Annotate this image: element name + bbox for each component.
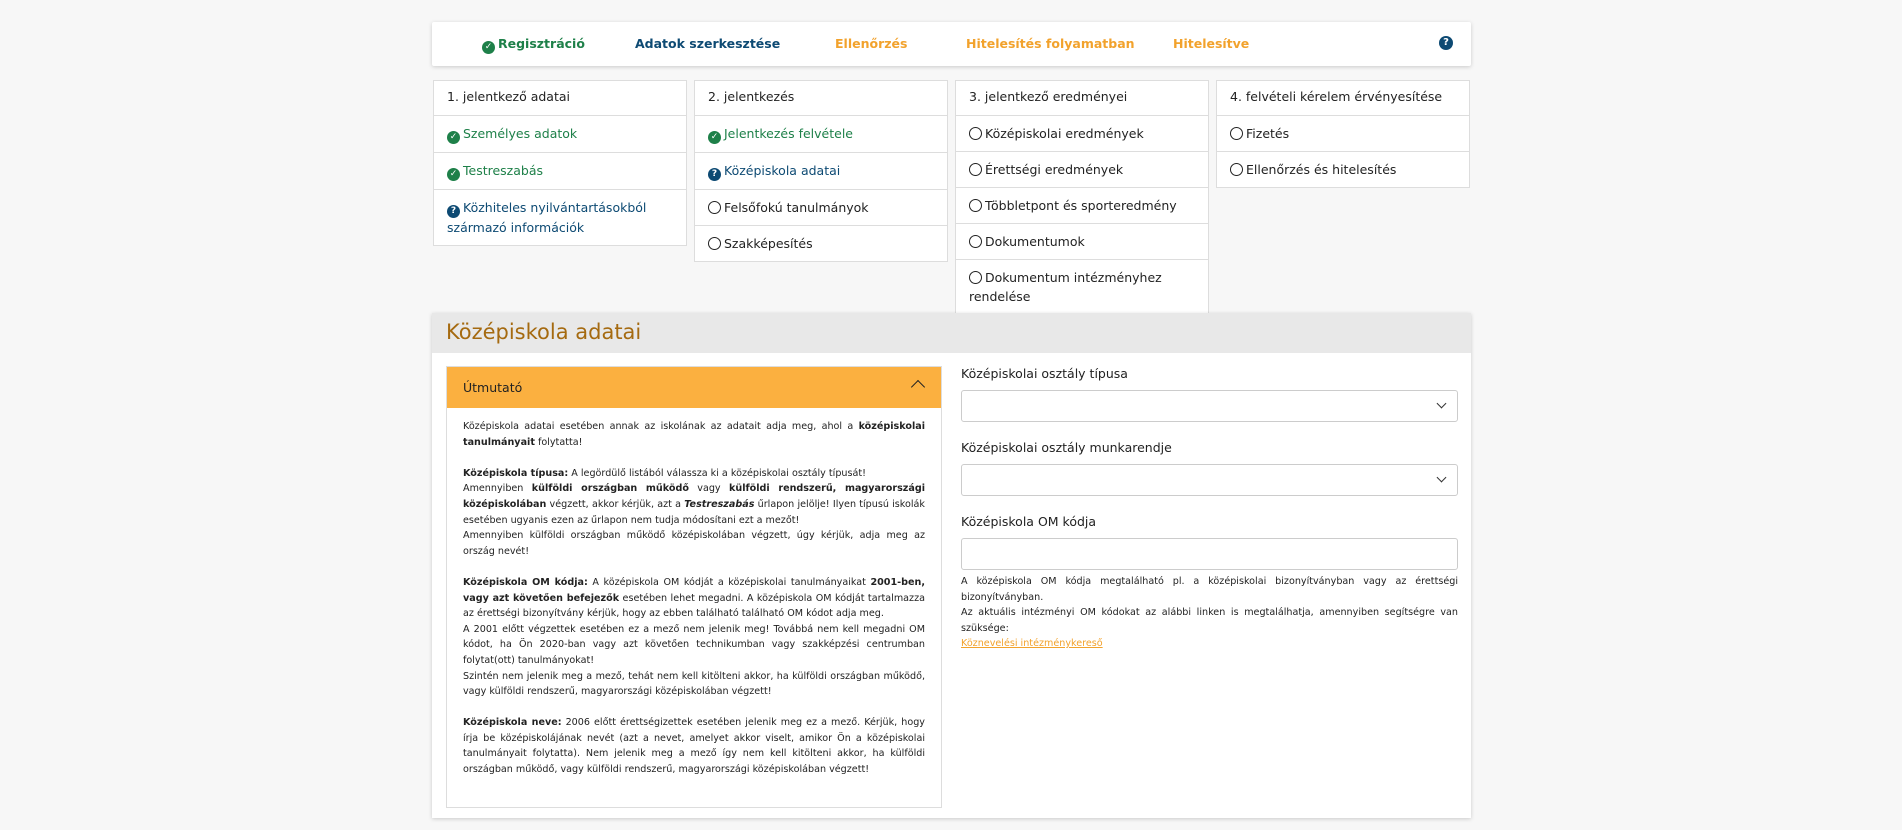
column-title: 3. jelentkező eredményei [956, 81, 1208, 116]
progress-status-bar [432, 22, 1471, 66]
step-column-applicant-results [955, 80, 1209, 315]
question-circle-icon: ? [708, 168, 721, 181]
guide-accordion [446, 366, 942, 808]
menu-item-documents[interactable]: Dokumentumok [956, 224, 1208, 260]
empty-circle-icon [969, 199, 982, 212]
menu-item-assign-document[interactable]: Dokumentum intézményhez rendelése [969, 270, 1162, 304]
chevron-up-icon [911, 380, 925, 394]
om-code-hint: A középiskola OM kódja megtalálható pl. a középiskolai bizonyítványban vagy az érettségi bizonyítványban. Az aktuális intézményi OM kódokat az alábbi linken is megtalálhatja, amennyiben segítségre van szüksége: Köznevelési intézménykereső [961, 576, 1458, 649]
guide-paragraph: Középiskola adatai esetében annak az iskolának az adatait adja meg, ahol a középiskolai tanulmányait folytatta! [463, 421, 925, 448]
class-type-select[interactable] [961, 390, 1458, 422]
menu-item-payment[interactable]: Fizetés [1217, 116, 1469, 152]
empty-circle-icon [1230, 127, 1243, 140]
chevron-down-icon [1437, 399, 1447, 409]
step-column-validation [1216, 80, 1470, 188]
institution-search-link[interactable]: Köznevelési intézménykereső [961, 638, 1103, 649]
column-title: 1. jelentkező adatai [434, 81, 686, 116]
om-code-input[interactable] [961, 538, 1458, 570]
menu-item-public-registry-info[interactable]: ? Közhiteles nyilvántartásokból származó információk [447, 200, 647, 235]
status-step-registration: ✓ Regisztráció [482, 36, 585, 54]
work-schedule-label: Középiskolai osztály munkarendje [961, 440, 1172, 455]
menu-item-vocational-qualification[interactable]: Szakképesítés [695, 226, 947, 261]
status-step-review: Ellenőrzés [835, 36, 908, 51]
menu-item-secondary-school-data[interactable]: ? Középiskola adatai [695, 153, 947, 190]
guide-accordion-header[interactable]: Útmutató [447, 367, 941, 408]
menu-item-extra-points[interactable]: Többletpont és sporteredmény [956, 188, 1208, 224]
guide-paragraph: Középiskola neve: 2006 előtt érettségizettek esetében jelenik meg ez a mező. Kérjük, hogy írja be középiskolájának nevét (azt a nevet, amelyet akkor viselt, amikor Ön a középiskolai tanulmányait folytatta). Nem jelenik meg a mező így nem kell kitölteni akkor, ha külföldi országban működő, vagy külföldi rendszerű, magyarországi középiskolában végzett! [463, 717, 925, 776]
class-type-label: Középiskolai osztály típusa [961, 366, 1128, 381]
menu-item-higher-education[interactable]: Felsőfokú tanulmányok [695, 190, 947, 226]
menu-item-review-and-authentication[interactable]: Ellenőrzés és hitelesítés [1217, 152, 1469, 187]
check-circle-icon: ✓ [708, 131, 721, 144]
menu-item-application-submission[interactable]: ✓ Jelentkezés felvétele [695, 116, 947, 153]
column-title: 4. felvételi kérelem érvényesítése [1217, 81, 1469, 116]
step-column-applicant-data [433, 80, 687, 246]
empty-circle-icon [969, 235, 982, 248]
work-schedule-select[interactable] [961, 464, 1458, 496]
status-step-edit-data: Adatok szerkesztése [635, 36, 781, 51]
menu-item-secondary-school-results[interactable]: Középiskolai eredmények [956, 116, 1208, 152]
check-circle-icon: ✓ [447, 168, 460, 181]
empty-circle-icon [969, 271, 982, 284]
status-step-authenticated: Hitelesítve [1173, 36, 1250, 51]
empty-circle-icon [969, 127, 982, 140]
question-circle-icon[interactable]: ? [1439, 36, 1453, 50]
column-title: 2. jelentkezés [695, 81, 947, 116]
menu-item-personal-data[interactable]: ✓ Személyes adatok [434, 116, 686, 153]
guide-paragraph: Középiskola OM kódja: A középiskola OM kódját a középiskolai tanulmányaikat 2001-ben, vagy azt követően befejezők esetében lehet megadni. A középiskola OM kódját tartalmazza az érettségi bizonyítvány kérjük, hogy az ebben található található OM kódot adja meg. A 2001 előtt végzettek esetében ez a mező nem jelenik meg! Továbbá nem kell megadni OM kódot, ha Ön 2020-ban vagy azt követően technikumban vagy szakképzési centrumban folytat(ott) tanulmányokat! Szintén nem jelenik meg a mező, tehát nem kell kitölteni akkor, ha külföldi országban működő, vagy külföldi rendszerű, magyarországi középiskolában végzett! [463, 576, 925, 698]
empty-circle-icon [708, 201, 721, 214]
question-circle-icon: ? [447, 205, 460, 218]
menu-item-matura-results[interactable]: Érettségi eredmények [956, 152, 1208, 188]
status-step-authentication-in-progress: Hitelesítés folyamatban [966, 36, 1135, 51]
guide-content [447, 408, 941, 804]
empty-circle-icon [969, 163, 982, 176]
guide-paragraph: Középiskola típusa: A legördülő listából válassza ki a középiskolai osztály típusát! Amennyiben külföldi országban működő vagy külföldi rendszerű, magyarországi középiskolában végzett, akkor kérjük, azt a Testreszabás űrlapon jelölje! Ilyen típusú iskolák esetében ugyanis ezen az űrlapon nem tudja módosítani ezt a mezőt! Amennyiben külföldi országban működő középiskolában végzett, úgy kérjük, adja meg az ország nevét! [463, 467, 925, 557]
page-title: Középiskola adatai [432, 313, 1471, 353]
school-data-form [961, 366, 1458, 652]
empty-circle-icon [708, 237, 721, 250]
om-code-label: Középiskola OM kódja [961, 514, 1097, 529]
step-column-application [694, 80, 948, 262]
empty-circle-icon [1230, 163, 1243, 176]
check-circle-icon: ✓ [447, 131, 460, 144]
chevron-down-icon [1437, 473, 1447, 483]
menu-item-customization[interactable]: ✓ Testreszabás [434, 153, 686, 190]
secondary-school-panel [432, 313, 1471, 818]
check-circle-icon: ✓ [482, 41, 495, 54]
